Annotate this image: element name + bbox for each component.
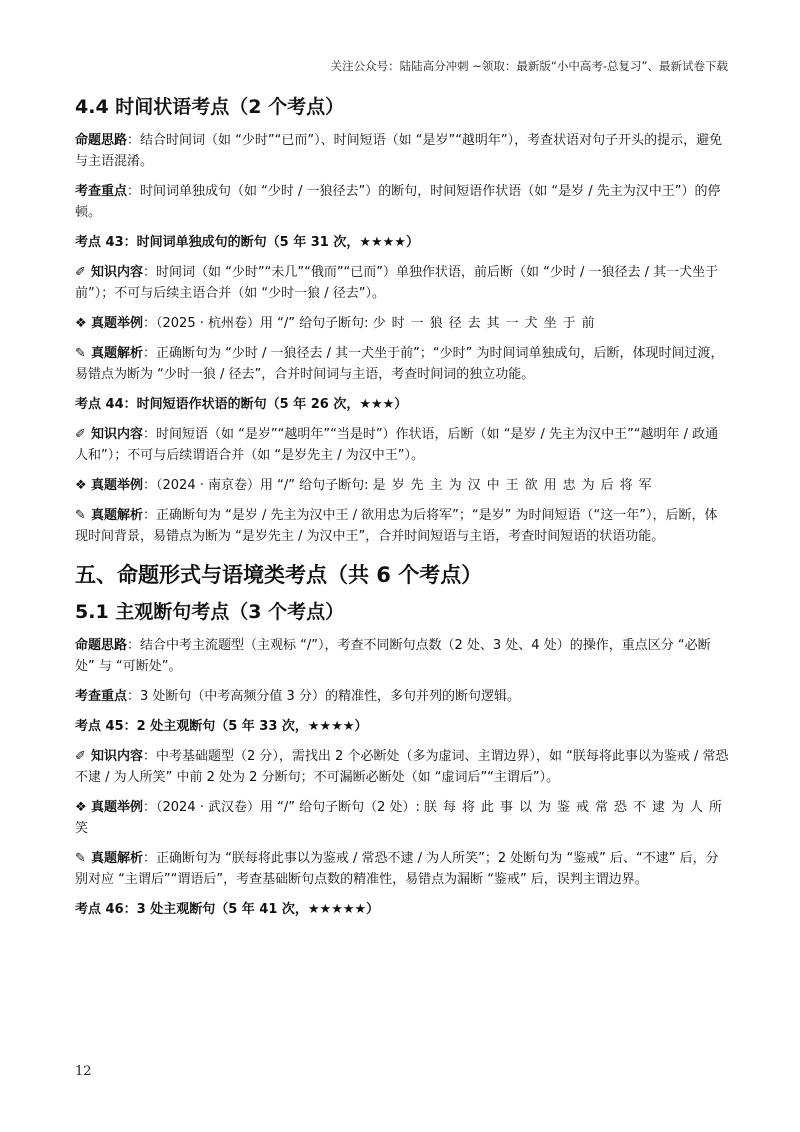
real-exam-analysis	[75, 343, 730, 385]
example-label: 真题举例	[91, 316, 144, 331]
kaodian-45-title: 考点 45：2 处主观断句（5 年 33 次，★★★★）	[75, 719, 368, 734]
page-content	[75, 94, 730, 929]
analysis-label: 真题解析	[91, 508, 144, 523]
real-exam-analysis	[75, 848, 730, 890]
diamond-bullet-icon: ❖	[75, 478, 87, 493]
chapter-heading-5: 五、命题形式与语境类考点（共 6 个考点）	[75, 563, 483, 587]
section-heading-5-1: 5.1 主观断句考点（3 个考点）	[75, 601, 345, 623]
pen-icon: ✎	[75, 508, 86, 523]
knowledge-text: ：时间词（如 “少时”“未几”“俄而”“已而”）单独作状语，前后断（如 “少时 / 一狼径去 / 其一犬坐于前”）；不可与后续主语合并（如 “少时一狼 / 径去”）。	[75, 265, 719, 301]
example-sentence: 是岁先主为汉中王欲用忠为后将军	[372, 478, 658, 493]
page-number: 12	[75, 1064, 92, 1079]
example-text: ：（2024 · 南京卷）用 “/” 给句子断句:	[143, 478, 373, 493]
section-heading-4-4: 4.4 时间状语考点（2 个考点）	[75, 96, 345, 118]
proposition-idea-text: ：结合时间词（如 “少时”“已而”）、时间短语（如 “是岁”“越明年”），考查状语对句子开头的提示，避免与主语混淆。	[75, 133, 723, 169]
pencil-icon: ✐	[75, 749, 86, 764]
pencil-icon: ✐	[75, 265, 86, 280]
proposition-idea-label: 命题思路	[75, 133, 128, 148]
analysis-label: 真题解析	[91, 346, 144, 361]
analysis-text: ：正确断句为 “朕每将此事以为鉴戒 / 常恐不逮 / 为人所笑”；2 处断句为 “鉴戒” 后、“不逮” 后，分别对应 “主谓后”“谓语后”，考查基础断句点数的精准性，易错点为漏断 “鉴戒” 后，误判主谓边界。	[75, 851, 719, 887]
example-text: ：（2024 · 武汉卷）用 “/” 给句子断句（2 处）:	[143, 800, 425, 815]
knowledge-label: 知识内容	[91, 265, 144, 280]
diamond-bullet-icon: ❖	[75, 800, 87, 815]
example-sentence: 少时一狼径去其一犬坐于前	[372, 316, 601, 331]
real-exam-example	[75, 313, 730, 334]
proposition-idea-text: ：结合中考主流题型（主观标 “/”），考查不同断句点数（2 处、3 处、4 处）的操作，重点区分 “必断处” 与 “可断处”。	[75, 638, 711, 674]
proposition-idea	[75, 635, 730, 677]
analysis-text: ：正确断句为 “是岁 / 先主为汉中王 / 欲用忠为后将军”；“是岁” 为时间短语（“这一年”），后断，体现时间背景，易错点为断为 “是岁先主 / 为汉中王”，合并时间短语与主语，考查时间短语的状语功能。	[75, 508, 718, 544]
exam-focus-label: 考查重点	[75, 184, 128, 199]
real-exam-example	[75, 797, 730, 839]
pen-icon: ✎	[75, 346, 86, 361]
knowledge-text: ：时间短语（如 “是岁”“越明年”“当是时”）作状语，后断（如 “是岁 / 先主为汉中王”“越明年 / 政通人和”）；不可与后续谓语合并（如 “是岁先主 / 为汉中王”）。	[75, 427, 719, 463]
proposition-idea	[75, 130, 730, 172]
knowledge-label: 知识内容	[91, 427, 144, 442]
analysis-text: ：正确断句为 “少时 / 一狼径去 / 其一犬坐于前”；“少时” 为时间词单独成句，后断，体现时间过渡，易错点为断为 “少时一狼 / 径去”，合并时间词与主语，考查时间词的独立功能。	[75, 346, 724, 382]
knowledge-label: 知识内容	[91, 749, 144, 764]
pen-icon: ✎	[75, 851, 86, 866]
exam-focus-label: 考查重点	[75, 689, 128, 704]
exam-focus	[75, 686, 730, 707]
real-exam-analysis	[75, 505, 730, 547]
real-exam-example	[75, 475, 730, 496]
example-label: 真题举例	[91, 800, 144, 815]
analysis-label: 真题解析	[91, 851, 144, 866]
example-label: 真题举例	[91, 478, 144, 493]
exam-focus-text: ：时间词单独成句（如 “少时 / 一狼径去”）的断句，时间短语作状语（如 “是岁 / 先主为汉中王”）的停顿。	[75, 184, 721, 220]
kaodian-43-title: 考点 43：时间词单独成句的断句（5 年 31 次，★★★★）	[75, 235, 419, 250]
example-text: ：（2025 · 杭州卷）用 “/” 给句子断句:	[143, 316, 373, 331]
knowledge-text: ：中考基础题型（2 分），需找出 2 个必断处（多为虚词、主谓边界），如 “朕每将此事以为鉴戒 / 常恐不逮 / 为人所笑” 中前 2 处为 2 分断句；不可漏断必断处（如 “虚词后”“主谓后”）。	[75, 749, 729, 785]
kaodian-46-title: 考点 46：3 处主观断句（5 年 41 次，★★★★★）	[75, 902, 380, 917]
example-sentence: 朕每将此事以为鉴戒常恐不逮为人所笑	[75, 800, 729, 836]
diamond-bullet-icon: ❖	[75, 316, 87, 331]
knowledge-content	[75, 262, 730, 304]
kaodian-44-title: 考点 44：时间短语作状语的断句（5 年 26 次，★★★）	[75, 397, 408, 412]
proposition-idea-label: 命题思路	[75, 638, 128, 653]
exam-focus	[75, 181, 730, 223]
knowledge-content	[75, 746, 730, 788]
knowledge-content	[75, 424, 730, 466]
exam-focus-text: ：3 处断句（中考高频分值 3 分）的精准性，多句并列的断句逻辑。	[127, 689, 520, 704]
header-note: 关注公众号：陆陆高分冲刺 ~领取：最新版“小中高考-总复习”、最新试卷下载	[330, 59, 728, 73]
pencil-icon: ✐	[75, 427, 86, 442]
